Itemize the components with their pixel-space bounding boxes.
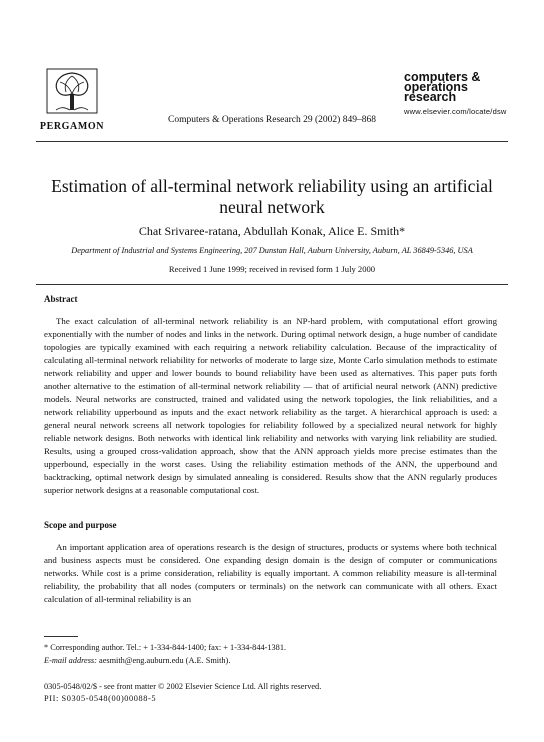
received-dates: Received 1 June 1999; received in revised form 1 July 2000 [168, 264, 376, 274]
journal-logo-line: computers & [404, 70, 481, 84]
scope-heading: Scope and purpose [44, 520, 117, 530]
header-divider [36, 141, 508, 142]
article-title: Estimation of all-terminal network reliability using an artificial neural network [51, 176, 493, 217]
copyright-line: 0305-0548/02/$ - see front matter © 2002 Elsevier Science Ltd. All rights reserved. [44, 682, 322, 691]
email-label: E-mail address: [44, 656, 97, 665]
scope-text: An important application area of operations research is the design of structures, products or systems where both technical and business aspects must be considered. One expanding design domain is the design of computer or communications networks. While cost is a prime consideration, reliability is equally important. A common reliability measure is all-terminal reliability, the probability that all nodes (computers or terminals) on the network can communicate with all others. Exact calculation of all-terminal reliability is an [44, 542, 497, 604]
corresponding-author-note: * Corresponding author. Tel.: + 1-334-844-1400; fax: + 1-334-844-1381. [44, 643, 287, 652]
abstract-heading: Abstract [44, 294, 78, 304]
publisher-name: PERGAMON [39, 121, 105, 132]
tree-emblem-icon [46, 68, 98, 114]
pii-line: PII: S0305-0548(00)00088-5 [44, 694, 157, 703]
journal-logo-line: operations [404, 80, 468, 94]
journal-logo [404, 72, 514, 116]
author-affiliation: Department of Industrial and Systems Engineering, 207 Dunstan Hall, Auburn University, Auburn, AL 36849-5346, USA [71, 246, 473, 255]
email-note [44, 655, 504, 667]
journal-url: www.elsevier.com/locate/dsw [404, 107, 507, 116]
abstract-text: The exact calculation of all-terminal network reliability is an NP-hard problem, with computational effort growing exponentially with the number of nodes and links in the network. During optimal network design, a huge number of candidate topologies are typically examined with each requiring a network reliability calculation. Because of the impracticality of calculating all-terminal network reliability for networks of moderate to large size, Monte Carlo simulation methods to estimate network reliability and upper and lower bounds to bound reliability have been used as alternatives. This paper puts forth another alternative to the estimation of all-terminal network reliability — that of artificial neural network (ANN) predictive models. Neural networks are constructed, trained and validated using the network topologies, the link reliabilities, and a network reliability upperbound as inputs and the exact network reliability as the target. A hierarchical approach is used: a general neural network screens all network topologies for reliability followed by a specialized neural network for highly reliable network designs. Both networks with identical link reliability and networks with varying link reliability are studied. Results, using a grouped cross-validation approach, show that the ANN approach yields more precise estimates than the upperbound, especially in the worst cases. Using the reliability estimation methods of the ANN, the upperbound and backtracking, optimal network design by simulated annealing is considered. Results show that the ANN regularly produces superior network designs at a reasonable computational cost. [44, 316, 497, 495]
author-list: Chat Srivaree-ratana, Abdullah Konak, Alice E. Smith* [138, 224, 406, 238]
journal-logo-line: research [404, 90, 457, 104]
title-divider [36, 284, 508, 285]
footnote-divider [44, 636, 78, 637]
journal-citation: Computers & Operations Research 29 (2002) 849–868 [168, 115, 376, 125]
email-value: aesmith@eng.auburn.edu (A.E. Smith). [96, 656, 231, 665]
